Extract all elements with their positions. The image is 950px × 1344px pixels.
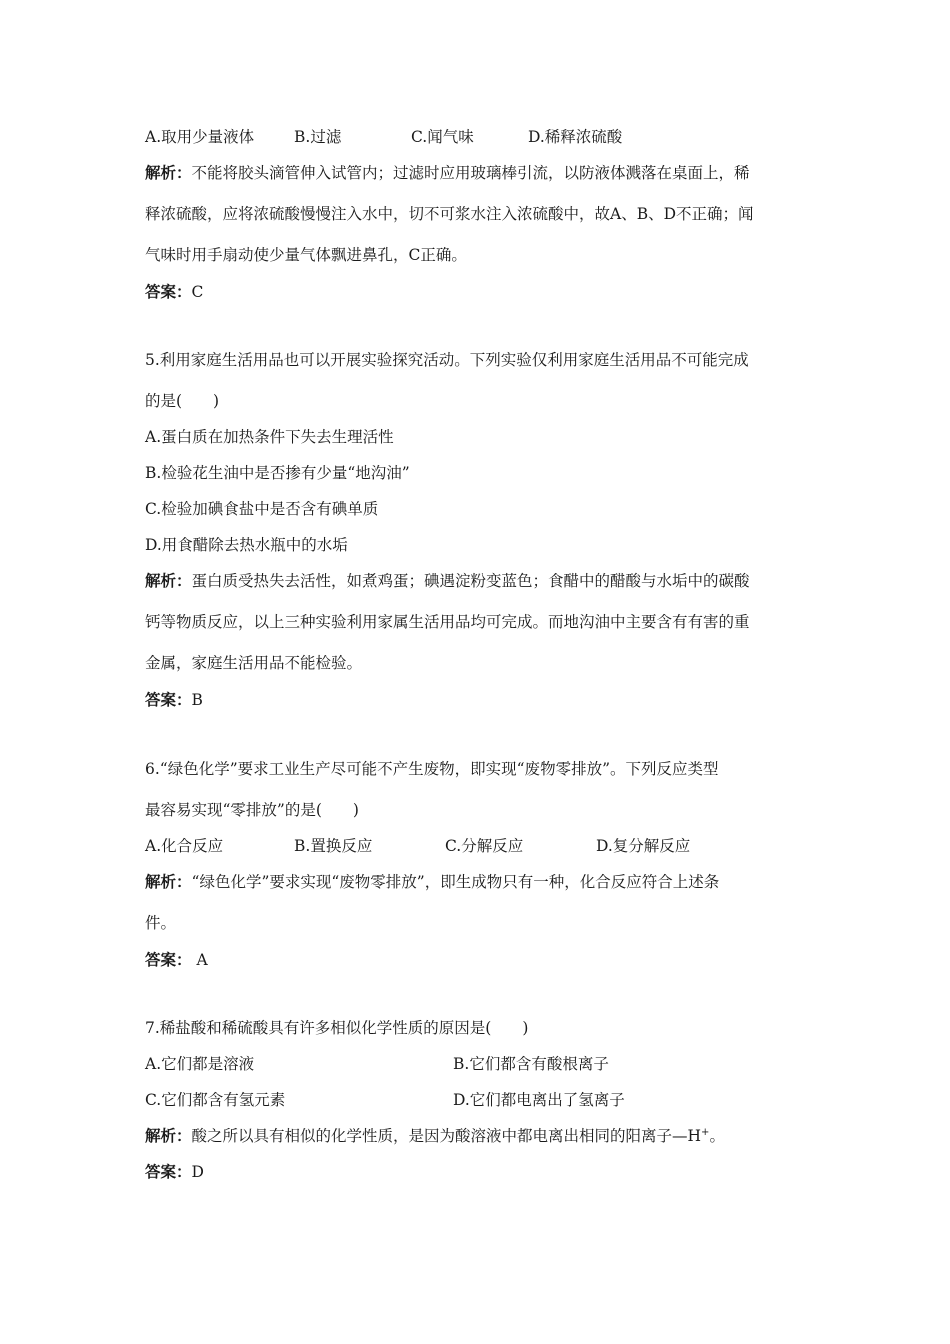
q5-analysis-label: 解析： <box>145 572 192 590</box>
q5-answer-value: B <box>191 691 203 709</box>
q6-option-d: D.复分解反应 <box>596 837 691 855</box>
q6-answer-value: A <box>191 951 208 969</box>
q5-option-c: C.检验加碘食盐中是否含有碘单质 <box>145 500 379 518</box>
q7-analysis <box>145 1126 725 1146</box>
q4-analysis-line-3: 气味时用手扇动使少量气体飘进鼻孔，C正确。 <box>145 246 467 264</box>
q7-answer-label: 答案： <box>145 1163 192 1181</box>
q5-stem-line-1: 5.利用家庭生活用品也可以开展实验探究活动。下列实验仅利用家庭生活用品不可能完成 <box>145 351 749 369</box>
q7-analysis-label: 解析： <box>145 1127 192 1145</box>
q7-option-c: C.它们都含有氢元素 <box>145 1091 286 1109</box>
q5-stem-line-2: 的是( ) <box>145 392 220 410</box>
q6-answer <box>145 950 208 970</box>
q4-option-d: D.稀释浓硫酸 <box>528 128 623 146</box>
q4-option-b: B.过滤 <box>294 128 342 146</box>
q6-option-a: A.化合反应 <box>145 837 224 855</box>
q7-option-d: D.它们都电离出了氢离子 <box>453 1091 625 1109</box>
q4-answer-label: 答案： <box>145 283 192 301</box>
q6-option-c: C.分解反应 <box>445 837 524 855</box>
q5-analysis-text-1: 蛋白质受热失去活性，如煮鸡蛋；碘遇淀粉变蓝色；食醋中的醋酸与水垢中的碳酸 <box>191 572 750 590</box>
q4-answer-value: C <box>191 283 204 301</box>
q5-analysis-line-3: 金属，家庭生活用品不能检验。 <box>145 654 363 672</box>
q4-option-a: A.取用少量液体 <box>145 128 255 146</box>
q7-answer <box>145 1162 204 1182</box>
q4-analysis-line-2: 释浓硫酸，应将浓硫酸慢慢注入水中，切不可浆水注入浓硫酸中，故A、B、D不正确；闻 <box>145 205 754 223</box>
q5-answer <box>145 690 203 710</box>
q7-analysis-text: 酸之所以具有相似的化学性质，是因为酸溶液中都电离出相同的阳离子—H <box>191 1127 702 1145</box>
q4-analysis-text-1: 不能将胶头滴管伸入试管内；过滤时应用玻璃棒引流，以防液体溅落在桌面上，稀 <box>191 164 750 182</box>
q6-stem-line-1: 6.“绿色化学”要求工业生产尽可能不产生废物，即实现“废物零排放”。下列反应类型 <box>145 760 719 778</box>
q4-answer <box>145 282 203 302</box>
q5-analysis-line-1 <box>145 571 750 591</box>
q4-analysis-line-1 <box>145 163 750 183</box>
q7-analysis-end: 。 <box>709 1127 725 1145</box>
q5-option-a: A.蛋白质在加热条件下失去生理活性 <box>145 428 394 446</box>
q6-analysis-label: 解析： <box>145 873 192 891</box>
q7-option-b: B.它们都含有酸根离子 <box>453 1055 609 1073</box>
q7-analysis-superscript: + <box>701 1126 710 1138</box>
q5-option-b: B.检验花生油中是否掺有少量“地沟油” <box>145 464 410 482</box>
q5-option-d: D.用食醋除去热水瓶中的水垢 <box>145 536 348 554</box>
q6-answer-label: 答案： <box>145 951 192 969</box>
q4-option-c: C.闻气味 <box>411 128 474 146</box>
q6-analysis-line-1 <box>145 872 719 892</box>
q6-analysis-line-2: 件。 <box>145 914 177 932</box>
q6-analysis-text-1: “绿色化学”要求实现“废物零排放”，即生成物只有一种，化合反应符合上述条 <box>191 873 720 891</box>
q6-stem-line-2: 最容易实现“零排放”的是( ) <box>145 801 359 819</box>
q7-answer-value: D <box>191 1163 204 1181</box>
q5-analysis-line-2: 钙等物质反应，以上三种实验利用家属生活用品均可完成。而地沟油中主要含有有害的重 <box>145 613 750 631</box>
q4-analysis-label: 解析： <box>145 164 192 182</box>
q7-stem: 7.稀盐酸和稀硫酸具有许多相似化学性质的原因是( ) <box>145 1019 529 1037</box>
q5-answer-label: 答案： <box>145 691 192 709</box>
q6-option-b: B.置换反应 <box>294 837 373 855</box>
q7-option-a: A.它们都是溶液 <box>145 1055 255 1073</box>
